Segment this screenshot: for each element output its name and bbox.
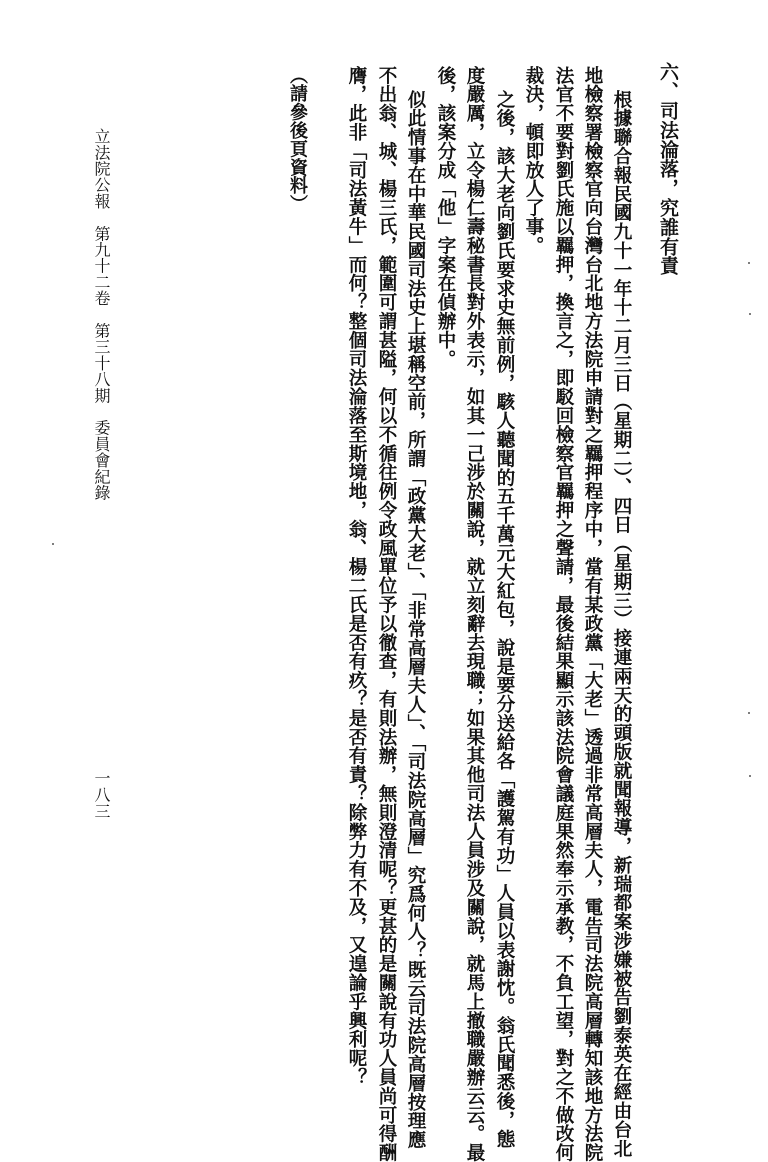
body-line-8: 似此情事在中華民國司法史上堪稱空前，所謂「政黨大老」、「非常高層夫人」、「司法院高層」究爲何人？既云司法院高層按理應 [405, 90, 426, 1150]
body-line-4: 裁決，頓即放人了事。 [523, 66, 544, 255]
reference-note: （請參後頁資料） [287, 66, 308, 214]
page-number: 一八三 [92, 770, 111, 820]
gazette-footer: 立法院公報 第九十二卷 第三十八期 委員會紀錄 [92, 128, 111, 501]
body-line-7: 後，該案分成「他」字案在偵辦中。 [435, 66, 456, 369]
body-line-5: 之後，該大老向劉氏要求史無前例，駭人聽聞的五千萬元大紅包，說是要分送給各「護駕有功」人員以表謝忱。翁氏聞悉後，態 [494, 90, 515, 1149]
body-line-6: 度嚴厲，立令楊仁壽秘書長對外表示，如其一己涉於關說，就立刻辭去現職；如果其他司法人員涉及關說，就馬上撤職嚴辦云云。最 [464, 66, 485, 1162]
scan-speck [748, 712, 750, 714]
section-title: 六、司法淪落，究誰有責 [657, 62, 679, 276]
body-line-1: 根據聯合報民國九十一年十二月三日（星期二）、四日（星期三）接連兩天的頭版就聞報導，新瑞都案涉嫌被告劉泰英在經由台北 [611, 90, 632, 1159]
scan-speck [52, 543, 54, 545]
body-line-9: 不出翁、城、楊三氏，範圍可謂甚隘，何以不循往例令政風單位予以徹查，有則法辦，無則澄清呢？更甚的是關說有功人員尚可得酬 [376, 66, 397, 1162]
body-line-10: 膺，此非「司法黃牛」而何？整個司法淪落至斯境地，翁、楊二氏是否有疚？是否有責？除弊力有不及，又遑論乎興利呢？ [346, 66, 367, 1087]
scan-speck [749, 313, 751, 315]
scan-speck [749, 775, 751, 777]
body-line-2: 地檢察署檢察官向台灣台北地方法院申請對之羈押程序中，當有某政黨「大老」透過非常高層夫人，電告司法院高層轉知該地方法院 [582, 66, 603, 1162]
scan-speck [748, 262, 750, 264]
body-line-3: 法官不要對劉氏施以羈押，換言之，即駁回檢察官羈押之聲請，最後結果顯示該法院會議庭果然奉示承教，不負工望，對之不做改何 [553, 66, 574, 1162]
